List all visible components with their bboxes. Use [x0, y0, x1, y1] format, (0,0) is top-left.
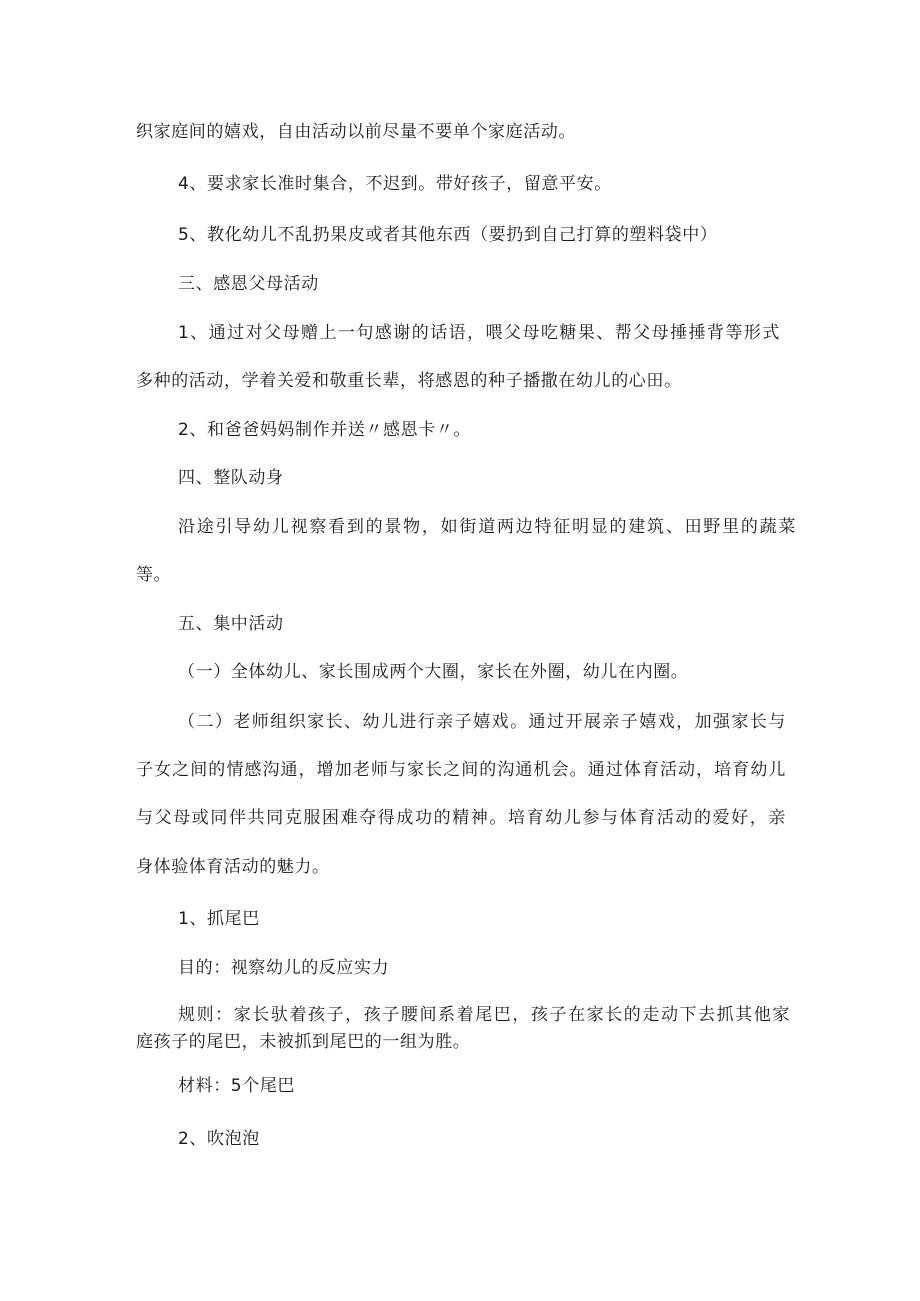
- game-heading-2: 2、吹泡泡: [178, 1129, 260, 1149]
- section-heading-5: 五、集中活动: [178, 614, 284, 634]
- section-heading-3: 三、感恩父母活动: [178, 274, 319, 294]
- paragraph-line: 庭孩子的尾巴，未被抓到尾巴的一组为胜。: [136, 1032, 471, 1052]
- list-item-2: 2、和爸爸妈妈制作并送〃感恩卡〃。: [178, 420, 472, 440]
- game-materials: 材料：5个尾巴: [178, 1076, 296, 1096]
- game-rules: 规则：家长驮着孩子，孩子腰间系着尾巴，孩子在家长的走动下去抓其他家: [178, 1005, 790, 1025]
- paragraph-line: 沿途引导幼儿视察看到的景物，如街道两边特征明显的建筑、田野里的蔬菜: [178, 517, 796, 537]
- paragraph-line: 织家庭间的嬉戏，自由活动以前尽量不要单个家庭活动。: [136, 122, 576, 142]
- paragraph-line: 子女之间的情感沟通，增加老师与家长之间的沟通机会。通过体育活动，培育幼儿: [136, 760, 786, 780]
- paragraph-line: 身体验体育活动的魅力。: [136, 857, 330, 877]
- list-item-4: 4、要求家长准时集合，不迟到。带好孩子，留意平安。: [178, 174, 612, 194]
- section-heading-4: 四、整队动身: [178, 468, 284, 488]
- paragraph-line: 多种的活动，学着关爱和敬重长辈，将感恩的种子播撒在幼儿的心田。: [136, 371, 682, 391]
- game-purpose: 目的：视察幼儿的反应实力: [178, 958, 390, 978]
- sub-item-1: （一）全体幼儿、家长围成两个大圈，家长在外圈，幼儿在内圈。: [178, 662, 689, 682]
- list-item-5: 5、教化幼儿不乱扔果皮或者其他东西（要扔到自己打算的塑料袋中）: [178, 225, 718, 245]
- paragraph-line: 与父母或同伴共同克服困难夺得成功的精神。培育幼儿参与体育活动的爱好，亲: [136, 808, 786, 828]
- paragraph-line: （二）老师组织家长、幼儿进行亲子嬉戏。通过开展亲子嬉戏，加强家长与: [178, 712, 786, 732]
- game-heading-1: 1、抓尾巴: [178, 909, 260, 929]
- paragraph-line: 1、通过对父母赠上一句感谢的话语，喂父母吃糖果、帮父母捶捶背等形式: [178, 323, 780, 343]
- paragraph-line: 等。: [136, 565, 172, 585]
